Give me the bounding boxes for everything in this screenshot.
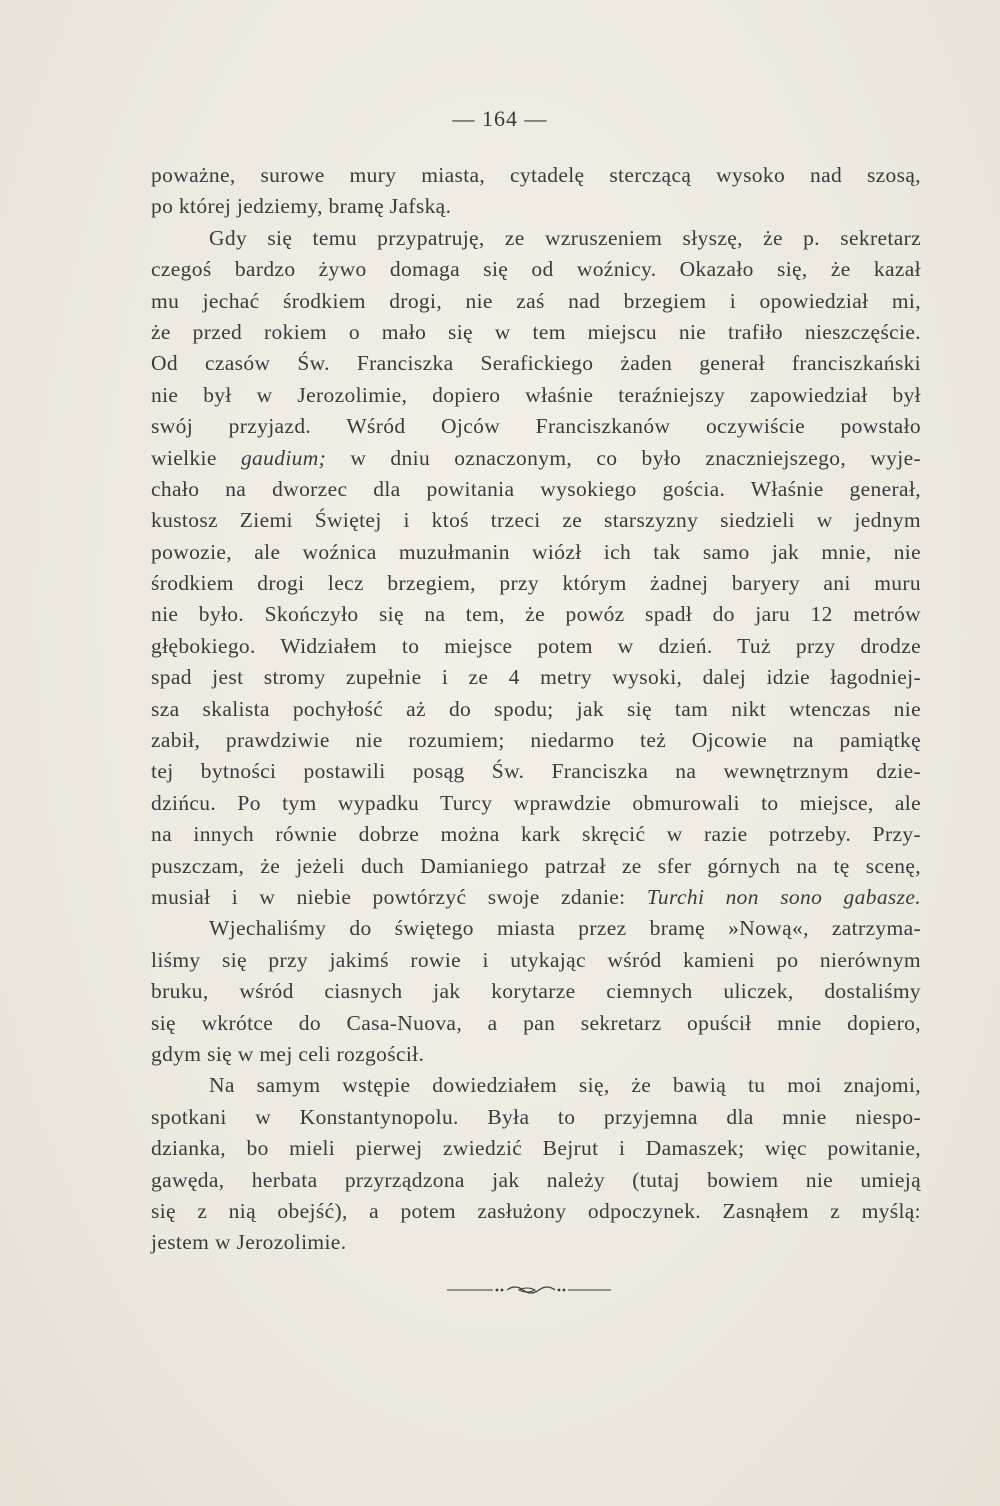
- text-line: zabił, prawdziwie nie rozumiem; niedarmo też Ojcowie na pamiątkę: [151, 728, 921, 753]
- text-segment: wielkie: [151, 445, 241, 470]
- text-line: dzińcu. Po tym wypadku Turcy wprawdzie obmurowali to miejsce, ale: [151, 790, 921, 815]
- text-line: że przed rokiem o mało się w tem miejscu nie trafiło nieszczęście.: [151, 319, 921, 344]
- text-line: powozie, ale woźnica muzułmanin wiózł ich tak samo jak mnie, nie: [151, 539, 921, 564]
- page-number: — 164 —: [452, 106, 548, 131]
- text-line: spotkani w Konstantynopolu. Była to przyjemna dla mnie niespo-: [151, 1104, 921, 1129]
- text-line: kustosz Ziemi Świętej i ktoś trzeci ze starszyzny siedzieli w jednym: [151, 508, 921, 533]
- text-line: poważne, surowe mury miasta, cytadelę sterczącą wysoko nad szosą,: [151, 163, 921, 187]
- italic-phrase: Turchi non sono gabasze.: [646, 884, 921, 909]
- italic-phrase: gaudium;: [240, 445, 327, 470]
- text-line: tej bytności postawili posąg Św. Franciszka na wewnętrznym dzie-: [151, 759, 921, 784]
- end-of-chapter-ornament-icon: [447, 1280, 611, 1300]
- text-segment: musiał i w niebie powtórzyć swoje zdanie:: [151, 884, 647, 909]
- text-line: bruku, wśród ciasnych jak korytarze ciemnych uliczek, dostaliśmy: [151, 979, 921, 1004]
- text-line: środkiem drogi lecz brzegiem, przy którym żadnej baryery ani muru: [151, 571, 921, 596]
- text-line: Na samym wstępie dowiedziałem się, że bawią tu moi znajomi,: [209, 1073, 921, 1098]
- text-line: swój przyjazd. Wśród Ojców Franciszkanów oczywiście powstało: [151, 414, 921, 439]
- text-line: Wjechaliśmy do świętego miasta przez bramę »Nową«, zatrzyma-: [209, 916, 921, 941]
- text-line: nie było. Skończyło się na tem, że powóz spadł do jaru 12 metrów: [151, 602, 921, 627]
- text-line: się wkrótce do Casa-Nuova, a pan sekretarz opuścił mnie dopiero,: [151, 1010, 921, 1035]
- text-line: dzianka, bo mieli pierwej zwiedzić Bejrut i Damaszek; więc powitanie,: [151, 1136, 921, 1161]
- text-line: sza skalista pochyłość aż do spodu; jak się tam nikt wtenczas nie: [151, 696, 921, 721]
- text-line: się z nią obejść), a potem zasłużony odpoczynek. Zasnąłem z myślą:: [151, 1198, 921, 1223]
- text-line: mu jechać środkiem drogi, nie zaś nad brzegiem i opowiedział mi,: [151, 288, 921, 313]
- text-line: [151, 882, 921, 913]
- text-line: nie był w Jerozolimie, dopiero właśnie teraźniejszy zapowiedział był: [151, 382, 921, 407]
- text-line: gdym się w mej celi rozgościł.: [151, 1041, 425, 1066]
- text-line: jestem w Jerozolimie.: [151, 1230, 347, 1255]
- text-line: gawęda, herbata przyrządzona jak należy (tutaj bowiem nie umieją: [151, 1167, 921, 1192]
- text-line: spad jest stromy zupełnie i ze 4 metry wysoki, dalej idzie łagodniej-: [151, 665, 921, 690]
- text-line: puszczam, że jeżeli duch Damianiego patrzał ze sfer górnych na tę scenę,: [151, 853, 921, 878]
- body-text: [151, 160, 921, 1259]
- text-line: Gdy się temu przypatruję, ze wzruszeniem słyszę, że p. sekretarz: [209, 225, 921, 250]
- text-line: na innych równie dobrze można kark skręcić w razie potrzeby. Przy-: [151, 822, 921, 847]
- text-line: głębokiego. Widziałem to miejsce potem w dzień. Tuż przy drodze: [151, 633, 921, 658]
- text-line: czegoś bardzo żywo domaga się od woźnicy. Okazało się, że kazał: [151, 257, 921, 282]
- text-segment: w dniu oznaczonym, co było znaczniejszego, wyje-: [326, 445, 921, 470]
- text-line: chało na dworzec dla powitania wysokiego gościa. Właśnie generał,: [151, 476, 921, 501]
- text-line: [151, 443, 921, 474]
- text-line: liśmy się przy jakimś rowie i utykając wśród kamieni po nierównym: [151, 947, 921, 972]
- text-line: Od czasów Św. Franciszka Serafickiego żaden generał franciszkański: [151, 351, 921, 376]
- text-line: po której jedziemy, bramę Jafską.: [151, 194, 452, 219]
